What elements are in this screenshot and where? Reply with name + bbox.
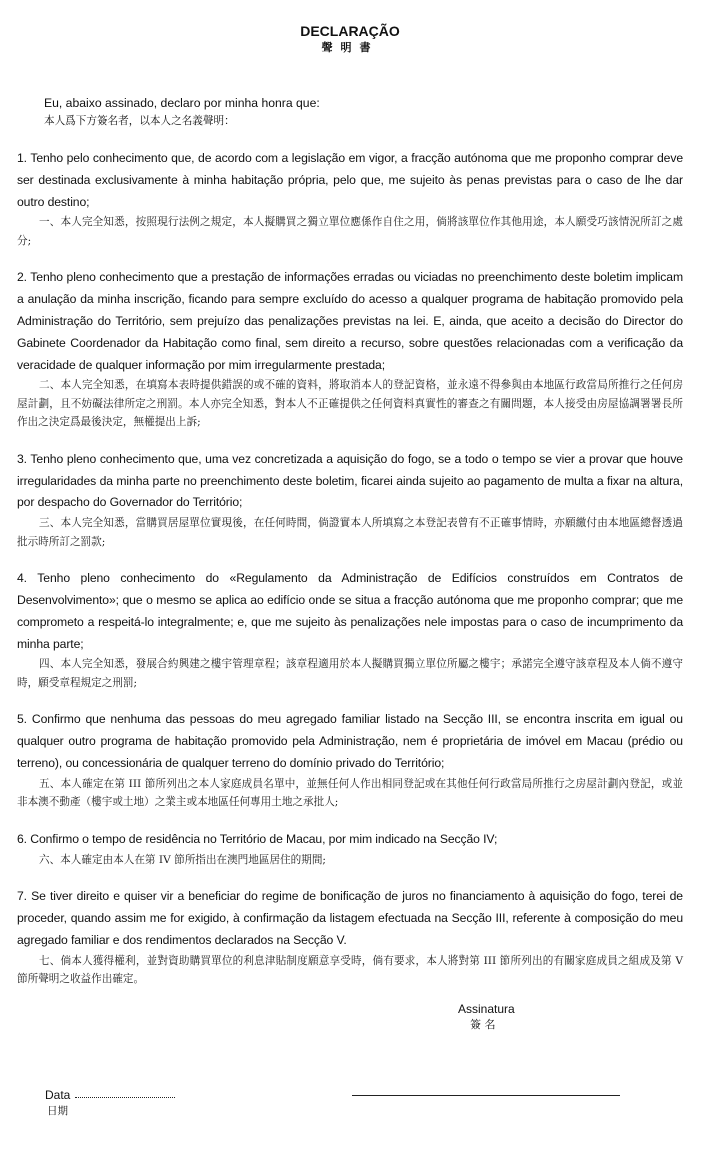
item-5-block bbox=[17, 709, 683, 811]
item-4: 4. Tenho pleno conhecimento do «Regulamento da Administração de Edifícios construídos em Contratos de Desenvolvimento»; que o mesmo se aplica ao edifício onde se situa a fracção autónoma que me proponho comprar; que me comprometo a respeitá-lo integralmente; e, que me sujeito às penalizações nele impostas para o caso de incumprimento da minha parte; bbox=[17, 571, 683, 651]
item-1-zh: 一、本人完全知悉，按照現行法例之規定，本人擬購買之獨立單位應係作自住之用，倘將該單位作其他用途，本人願受巧該情況所訂之處分; bbox=[17, 216, 683, 247]
signature-label: Assinatura bbox=[458, 1001, 515, 1016]
document-title-zh: 聲明書 bbox=[321, 41, 379, 54]
item-4-zh: 四、本人完全知悉，發展合約興建之樓宇管理章程；該章程適用於本人擬購買獨立單位所屬之樓宇；承諾完全遵守該章程及本人倘不遵守時，願受章程規定之刑罰; bbox=[17, 658, 683, 689]
item-1: 1. Tenho pelo conhecimento que, de acordo com a legislação em vigor, a fracção autónoma que me proponho comprar deve ser destinada exclusivamente à minha habitação própria, pelo que, me sujeito às penas previstas para o caso de lhe dar outro destino; bbox=[17, 151, 683, 209]
item-2-block bbox=[17, 267, 683, 431]
item-7-block bbox=[17, 886, 683, 988]
signature-block bbox=[458, 1001, 683, 1033]
item-5: 5. Confirmo que nenhuma das pessoas do meu agregado familiar listado na Secção III, se encontra inscrita em igual ou qualquer outro programa de habitação promovido pela Administração, nem é proprietária de imóvel em Macau (prédio ou terreno), ou concessionária de qualquer terreno do domínio privado do Território; bbox=[17, 712, 683, 771]
item-7-zh: 七、倘本人獲得權利，並對資助購買單位的利息津貼制度願意享受時，倘有要求，本人將對第 III 節所列出的有關家庭成員之組成及第 V 節所聲明之收益作出確定。 bbox=[17, 954, 683, 986]
item-6-zh: 六、本人確定由本人在第 IV 節所指出在澳門地區居住的期間; bbox=[39, 853, 326, 866]
date-field[interactable] bbox=[75, 1097, 175, 1098]
item-7: 7. Se tiver direito e quiser vir a beneficiar do regime de bonificação de juros no financiamento à aquisição do fogo, terei de proceder, quando assim me for exigido, à confirmação da listagem efectuada na Secção III, referente à composição do meu agregado familiar e dos rendimentos declarados na Secção V. bbox=[17, 889, 683, 947]
intro-zh: 本人爲下方簽名者，以本人之名義聲明： bbox=[44, 115, 235, 127]
item-6-block bbox=[17, 829, 683, 869]
date-signature-row bbox=[17, 1088, 683, 1128]
item-2: 2. Tenho pleno conhecimento que a prestação de informações erradas ou viciadas no preenchimento deste boletim implicam a anulação da minha inscrição, ficando para sempre excluído do acesso a qualquer programa de habitação promovido pela Administração do Território, sem prejuízo das penalizações previstas na lei. E, ainda, que aceito a decisão do Director do Gabinete Coordenador da Habitação como final, sem direito a recurso, sobre questões relacionadas com a verificação da veracidade de qualquer informação por mim irregularmente prestada; bbox=[17, 270, 683, 372]
item-4-block bbox=[17, 568, 683, 692]
intro: Eu, abaixo assinado, declaro por minha honra que: bbox=[44, 96, 320, 110]
date-label: Data bbox=[45, 1087, 71, 1102]
signature-line[interactable] bbox=[352, 1095, 620, 1096]
item-2-zh: 二、本人完全知悉，在填寫本表時提供錯誤的或不確的資料，將取消本人的登記資格，並永遠不得參與由本地區行政當局所推行之任何房屋計劃，且不妨礙法律所定之刑罰。本人亦完全知悉，對本人不正確提供之任何資料真實性的審查之有關問題，本人接受由房屋協調署署長所作出之決定爲最後決定，無權提出上訴; bbox=[17, 379, 683, 429]
item-6: 6. Confirmo o tempo de residência no Território de Macau, por mim indicado na Secção IV; bbox=[17, 831, 498, 846]
item-5-zh: 五、本人確定在第 III 節所列出之本人家庭成員名單中，並無任何人作出相同登記或在其他任何行政當局所推行之房屋計劃內登記，或並非本澳不動產（樓宇或土地）之業主或本地區任何專用土地之承批人; bbox=[17, 777, 683, 809]
document-title: DECLARAÇÃO bbox=[300, 23, 400, 39]
date-label-zh: 日期 bbox=[47, 1104, 68, 1117]
item-3: 3. Tenho pleno conhecimento que, uma vez concretizada a aquisição do fogo, se a todo o tempo se vier a provar que houve irregularidades da minha parte no preenchimento deste boletim, ficarei ainda sujeito ao pagamento de multa a fixar na altura, por despacho do Governador do Território; bbox=[17, 451, 683, 510]
signature-label-zh: 簽 名 bbox=[470, 1017, 496, 1031]
item-1-block bbox=[17, 148, 683, 250]
item-3-block bbox=[17, 449, 683, 551]
item-3-zh: 三、本人完全知悉，當購買居屋單位實現後，在任何時間，倘證實本人所填寫之本登記表曾有不正確事情時，亦願繳付由本地區總督透過批示時所訂之罰款; bbox=[17, 517, 683, 548]
